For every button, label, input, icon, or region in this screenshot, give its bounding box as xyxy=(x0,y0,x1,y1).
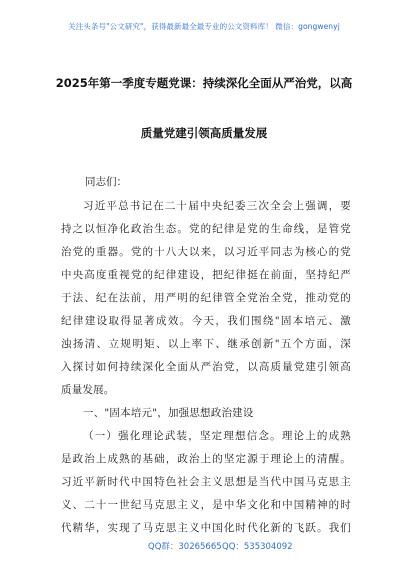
body-line: 于法、纪在法前，用严明的纪律管全党治全党，推动党的 xyxy=(61,292,351,304)
body-line: 习近平总书记在二十届中央纪委三次全会上强调，要 xyxy=(83,200,351,212)
qq-number-text: QQ：535304092 xyxy=(222,542,293,552)
document-title-line-2: 质量党建引领高质量发展 xyxy=(140,126,268,140)
document-title-line-1: 2025年第一季度专题党课：持续深化全面从严治党，以高 xyxy=(55,76,353,90)
body-line: 义、二十一世纪马克思主义，是中华文化和中国精神的时 xyxy=(61,499,351,511)
body-line: 入探讨如何持续深化全面从严治党，以高质量党建引领高 xyxy=(61,361,351,373)
body-line: 纪律建设取得显著成效。今天，我们围绕"固本培元、激 xyxy=(61,315,351,327)
header-promo-note: 关注头条号"公文研究"，获得最新最全最专业的公文资料库！ 微信：gongwenyj xyxy=(68,22,340,31)
greeting: 同志们： xyxy=(85,176,127,188)
body-line: 代精华，实现了马克思主义中国化时代化新的飞跃。我们 xyxy=(61,522,351,534)
body-line: 中央高度重视党的纪律建设，把纪律挺在前面，坚持纪严 xyxy=(61,269,351,281)
qq-group-text: QQ群：30265665 xyxy=(148,542,222,552)
body-line: 浊扬清、立规明矩、以上率下、继承创新"五个方面，深 xyxy=(61,338,351,350)
body-line: 习近平新时代中国特色社会主义思想是当代中国马克思主 xyxy=(61,476,351,488)
body-line: 质量发展。 xyxy=(61,384,115,396)
body-line: 持之以恒净化政治生态。党的纪律是党的生命线，是管党 xyxy=(61,223,351,235)
section-heading: 一、"固本培元"，加强思想政治建设 xyxy=(83,407,254,419)
body-line: 是政治上成熟的基础，政治上的坚定源于理论上的清醒。 xyxy=(61,453,351,465)
body-line: 治党的重器。党的十八大以来，以习近平同志为核心的党 xyxy=(61,246,351,258)
body-line: （一）强化理论武装，坚定理想信念。理论上的成熟 xyxy=(83,430,351,442)
